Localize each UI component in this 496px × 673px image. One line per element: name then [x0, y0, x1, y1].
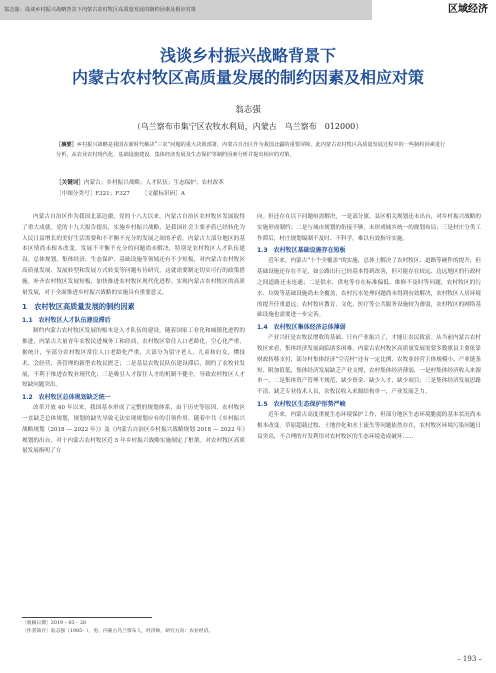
keywords-label: ［关键词］ [56, 180, 84, 186]
subsection-heading-1-2: 1.2 农村牧区总体规划缺乏统一 [22, 394, 111, 402]
article-title-line-2: 内蒙古农村牧区高质量发展的制约因素及相应对策 [71, 68, 424, 87]
abstract [56, 140, 448, 160]
footnote-divider [22, 617, 152, 618]
classification-codes [56, 189, 448, 199]
subsection-heading-1-1: 1.1 农村牧区人才队伍建设滞后 [22, 317, 111, 325]
paragraph-1-5: 近年来，内蒙古高度重视生态环境保护工作，但部分地区生态环境脆弱的基本状况尚未根本改变。草原超载过牧、土地沙化和水土流失等问题依然存在，农村牧区环境污染问题日益突出，不合理的开发利用对农村牧区的生态环境造成破坏…… [257, 411, 481, 440]
paragraph-1-2-cont: 向。但还存在以下问题亟需解决，一是部分旗、县区相关规划还未出台，对乡村振兴战略的实施形成制约；二是与城市规划的衔接不够，未形成城乡统一的规划布局；三是村庄分类工作滞后，村庄规划编制不及时、不科学，难以有效指导实施。 [257, 214, 481, 242]
article-title-line-1: 浅谈乡村振兴战略背景下 [159, 46, 336, 65]
paragraph-1-4: 产业兴旺是农牧民增收的基础。只有产业振兴了，才能让农民致富。从当前内蒙古农村牧区来看，集体经济发展面临诸多困难，内蒙古农村牧区高质量发展需要多数旗县主要依靠财政转移支付，部分村集体经济“空壳村”还有一定比例，农牧业经营主体规模小、产业链条短、附加值低，集体经济发展缺乏产业支撑，农村集体经济薄弱，一是村集体经济收入来源单一，二是集体资产管理不规范，缺少资金、缺少人才、缺少项目；三是集体经济发展思路不清，缺乏专业技术人员，农牧民收入来源结构单一，产业发展乏力。 [257, 335, 481, 396]
paragraph-1-1: 制约内蒙古农村牧区发展的根本是人才队伍的建设。随着国家工业化和城镇化进程的推进，内蒙古大量青年农牧民进城务工和经商，农村牧区常住人口老龄化、空心化严重，据统计，至部分农村牧区常住人口老龄化严重，大部分为留守老人、儿童和妇女，懂技术、会经营、善管理的新型农牧民匮乏；二是基层农牧民队伍建设滞后，制约了农牧业发展，不利于推进农牧业现代化；三是吸引人才留住人才的机制不健全，导致农村牧区人才短缺问题突出。 [22, 328, 245, 389]
subsection-heading-1-3: 1.3 农村牧区基础设施存在短板 [257, 247, 346, 255]
body-column-right [257, 212, 481, 443]
paragraph-1-2: 改革开放 40 年以来，我国基本形成了完整的规划体系，由于历史等原因，农村牧区一直缺乏总体规划，规划的缺失导致无法实现规划应有的引领作用。随着中共《乡村振兴战略规划（2018 — 2022 年）》及《内蒙古自治区乡村振兴战略规划 2018 — 2022 年》规划的出台，对于内蒙古农村牧区近 5 年乡村振兴战略实施制定了框架。对农村牧区高质量发展指明了方 [22, 405, 245, 455]
footnote-received-date: ［收稿日期］2019 – 03 – 28 [22, 621, 87, 626]
subsection-heading-1-4: 1.4 农村牧区集体经济总体薄弱 [257, 324, 346, 332]
subsection-heading-1-5: 1.5 农村牧区生态保护形势严峻 [257, 400, 346, 408]
abstract-label: ［摘要］ [56, 142, 77, 148]
page-number: – 193 – [457, 655, 482, 663]
paragraph-1-3: 近年来，内蒙古“十个全覆盖”的实施，总体上解决了农村牧区、道路等硬件的提升，但基础设施还存在不足，如公路出行已经基本得到改善，但可能存在较远、边远地区的行政村之间道路还未连通；二是供水、供电等存在标准偏低、维修不及时等问题，农村牧区的污水、垃圾等基础设施尚未全覆盖，农村污水处理问题尚未得到有效解决，农村牧区人居环境的提升任重道远；农村牧区教育、文化、医疗等公共服务设施较为薄弱，农村牧区的网络基础设施也需要进一步完善。 [257, 258, 481, 319]
abstract-text: 乡村振兴战略是我国在新时代解决“三农”问题的重大决策部署，内蒙古自治区作为我国北疆的重要屏障，此内蒙古农村牧区高质量发展过程中的一些制约因素进行分析，从农业农村现代化、基础设施建设、集体经济发展及生态保护等制约因素分析并提出相应的对策。 [56, 142, 446, 158]
intro-paragraph: 内蒙古自治区作为我国北部边疆，党的十八大以来，内蒙古自治区农村牧区发展取得了重大成就。党的十九大报告提出，实施乡村振兴战略，是我国社会主要矛盾已经转化为人民日益增长的美好生活需要和不平衡不充分的发展之间的矛盾。内蒙古大部分地区的基本区情尚未根本改变，发展不平衡不充分的问题尚未解决，特别是农村牧区人才队伍建设、总体规划、集体经济、生态保护、基础设施等领域还有不少短板，对内蒙古农村牧区高质量发展、发展转型和发展方式转变等问题有待研究，这就需要制定切实可行的政策措施，补齐农村牧区发展短板，加快推进农村牧区现代化进程。实现内蒙古农村牧区的高质量发展，对于全面推进乡村振兴战略的实施具有重要意义。 [22, 214, 245, 296]
keywords [56, 178, 448, 188]
clc-code: ［中图分类号］F321；F327 [56, 191, 130, 197]
body-column-left [22, 212, 245, 458]
footnote-author-bio: ［作者简介］翁志强（1985– ），男，内蒙古乌兰察布人，经济师，研究方向：农业经济。 [22, 629, 214, 634]
document-code: ［文献标识码］A [141, 191, 185, 197]
running-title: 翁志强：浅谈乡村振兴战略背景下内蒙古农村牧区高质量发展的制约因素及相应对策 [0, 0, 372, 20]
section-heading-1: 1 农村牧区高质量发展的制约因素 [22, 302, 135, 312]
keywords-text: 内蒙古；乡村振兴战略；人才队伍；生态保护；农村改革 [83, 180, 224, 186]
author-affiliation: （乌兰察布市集宁区农牧水利局，内蒙古 乌兰察布 012000） [132, 122, 364, 131]
section-label: 区域经济 [372, 0, 496, 20]
author-name: 翁志强 [235, 105, 261, 115]
running-header [0, 0, 496, 20]
